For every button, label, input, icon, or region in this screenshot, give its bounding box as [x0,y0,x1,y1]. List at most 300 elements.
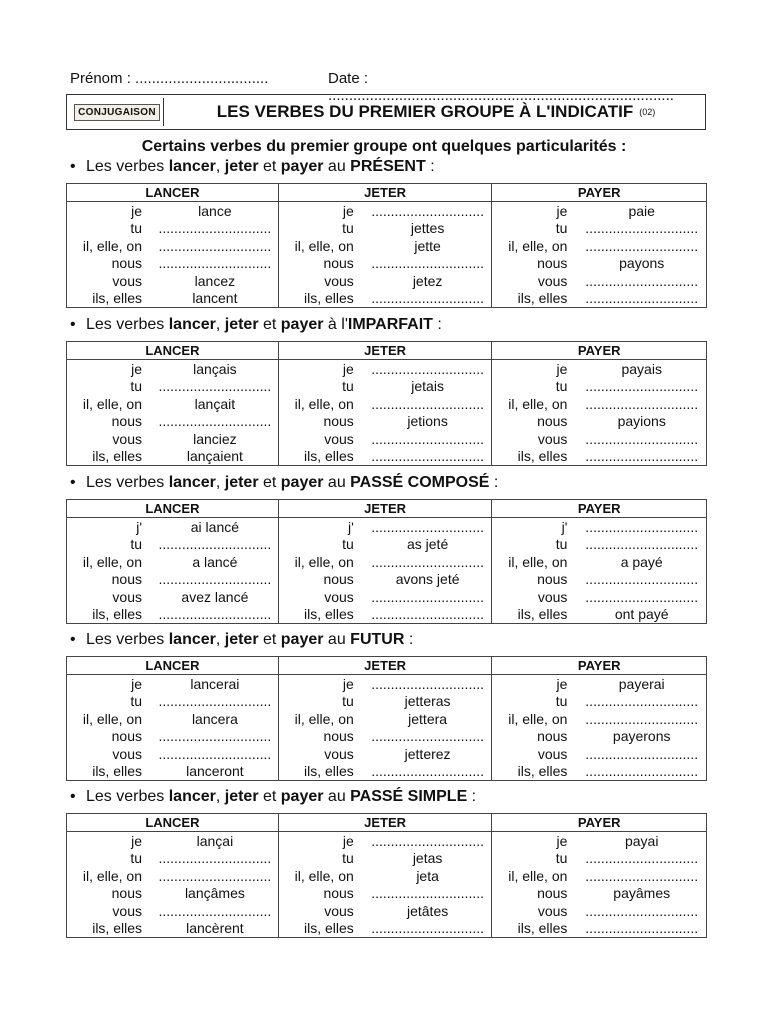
pronoun: il, elle, on [508,710,568,727]
sheet-number: (02) [639,107,656,117]
conjugation-grid [67,518,278,623]
column-header-payer: PAYER [492,814,707,832]
section-heading-1 [70,158,435,176]
answer-blank[interactable] [577,273,706,290]
pronoun: tu [342,850,354,867]
answer-blank[interactable] [577,763,706,780]
answer-blank[interactable] [152,850,278,867]
pronoun: il, elle, on [508,553,568,570]
pronoun: vous [112,588,142,605]
page-title-text: LES VERBES DU PREMIER GROUPE À L'INDICATIF [216,102,634,121]
blank-dots[interactable]: ............................. [371,676,485,692]
verb-form: jeta [416,867,439,884]
column-header-jeter: JETER [278,184,492,202]
pronoun: nous [323,728,354,745]
pronoun: ils, elles [304,289,354,306]
pronoun: tu [555,850,568,867]
column-header-jeter: JETER [278,657,492,675]
verb-form: ai lancé [190,519,240,535]
verb-form: avons jeté [395,571,460,588]
conjugation-grid [67,832,278,937]
answer-blank[interactable] [152,571,278,588]
blank-dots[interactable]: ............................. [158,378,272,395]
verb-form: jetteras [404,693,451,710]
verb-form: payons [619,255,665,272]
section-heading-4 [70,631,413,649]
heading-sep: , [215,316,225,333]
column-header-lancer: LANCER [67,814,279,832]
column-cell-lancer [67,518,279,624]
answer-blank[interactable] [577,220,706,237]
blank-dots[interactable]: ............................. [158,413,272,430]
answer-blank[interactable] [152,903,278,920]
verb-jeter: jeter [224,631,259,648]
conjugation-grid [492,518,706,623]
pronoun: je [131,361,142,377]
answer-blank[interactable] [364,920,492,937]
pronoun: je [342,203,354,219]
blank-dots[interactable]: ............................. [371,833,485,849]
verb-form: lanceront [186,762,244,779]
column-header-payer: PAYER [492,500,707,518]
pronoun: il, elle, on [508,395,568,412]
blank-dots[interactable]: ............................. [158,220,272,237]
column-header-jeter: JETER [278,500,492,518]
heading-end: : [467,788,477,805]
answer-blank[interactable] [364,361,492,378]
column-cell-jeter [278,518,492,624]
answer-blank[interactable] [364,519,492,536]
blank-dots[interactable]: ............................. [158,237,272,254]
blank-dots[interactable]: ............................. [585,710,699,727]
pronoun: ils, elles [304,762,354,779]
verb-lancer: lancer [168,474,216,491]
blank-dots[interactable]: ............................. [585,762,699,779]
pronoun: vous [324,272,354,289]
blank-dots[interactable]: ............................. [371,203,485,219]
answer-blank[interactable] [577,571,706,588]
blank-dots[interactable]: ............................. [371,762,485,779]
pronoun: nous [537,413,568,430]
blank-dots[interactable]: ............................. [158,255,272,272]
blank-dots[interactable]: ............................. [371,728,485,745]
bullet-icon: • [70,631,76,648]
table-header-row [67,342,707,360]
blank-dots[interactable]: ............................. [585,588,699,605]
pronoun: je [342,361,354,377]
pronoun: j' [348,519,354,535]
conjugation-grid [279,675,492,780]
pronoun: nous [323,413,354,430]
answer-blank[interactable] [577,290,706,307]
answer-blank[interactable] [152,255,278,272]
pronoun: ils, elles [304,605,354,622]
verb-form: payerai [618,676,665,692]
column-header-lancer: LANCER [67,500,279,518]
pronoun: il, elle, on [82,237,142,254]
answer-blank[interactable] [364,885,492,902]
answer-blank[interactable] [364,833,492,850]
pronoun: il, elle, on [294,237,354,254]
page-title [171,95,701,129]
verb-form: payai [624,833,659,849]
answer-blank[interactable] [577,693,706,710]
blank-dots[interactable]: ............................. [585,289,699,306]
conjugaison-logo [71,98,164,126]
verb-jeter: jeter [224,316,259,333]
verb-form: payâmes [613,885,671,902]
table-header-row [67,184,707,202]
blank-dots[interactable]: ............................. [371,519,485,535]
verb-form: payions [617,413,666,430]
conjugation-grid [492,832,706,937]
pronoun: il, elle, on [294,395,354,412]
pronoun: nous [323,255,354,272]
table-body-row [67,518,707,624]
blank-dots[interactable]: ............................. [585,378,699,395]
column-header-payer: PAYER [492,657,707,675]
conjugation-grid [279,518,492,623]
answer-blank[interactable] [364,290,492,307]
pronoun: vous [537,745,568,762]
pronoun: il, elle, on [294,553,354,570]
answer-blank[interactable] [577,903,706,920]
pronoun: vous [537,588,568,605]
blank-dots[interactable]: ............................. [371,289,485,306]
blank-dots[interactable]: ............................. [158,745,272,762]
blank-dots[interactable]: ............................. [371,885,485,902]
verb-form: lancez [194,272,236,289]
pronoun: tu [130,220,142,237]
date-field[interactable]: Date : ................................................................................... [328,70,674,104]
heading-mid: et [258,474,281,491]
verb-form: jette [414,237,441,254]
verb-lancer: lancer [168,631,216,648]
verb-jeter: jeter [224,788,259,805]
blank-dots[interactable]: ............................. [371,361,485,377]
blank-dots[interactable]: ............................. [371,588,485,605]
column-cell-jeter [278,202,492,308]
verb-jeter: jeter [224,474,259,491]
conjugation-grid [67,360,278,465]
pronoun: vous [112,902,142,919]
pronoun: je [131,203,142,219]
verb-form: paie [628,203,655,219]
pronoun: nous [111,255,142,272]
tense-name: PASSÉ COMPOSÉ [350,474,490,491]
column-cell-jeter [278,675,492,781]
blank-dots[interactable]: ............................. [371,255,485,272]
blank-dots[interactable]: ............................. [371,447,485,464]
pronoun: tu [342,693,354,710]
intro-text: Certains verbes du premier groupe ont quelques particularités : [141,138,627,155]
answer-blank[interactable] [152,220,278,237]
answer-blank[interactable] [152,868,278,885]
pronoun: ils, elles [517,762,568,779]
heading-mid: et [258,158,281,175]
pronoun: vous [324,902,354,919]
conjugation-grid [492,202,706,307]
answer-blank[interactable] [364,203,492,220]
blank-dots[interactable]: ............................. [585,395,699,412]
answer-blank[interactable] [364,763,492,780]
conjugation-grid [279,360,492,465]
verb-form: lance [198,203,232,219]
pronoun: vous [537,272,568,289]
conjugation-grid [67,675,278,780]
answer-blank[interactable] [364,255,492,272]
pronoun: il, elle, on [82,553,142,570]
answer-blank[interactable] [577,396,706,413]
blank-dots[interactable]: ............................. [371,605,485,622]
blank-dots[interactable]: ............................. [158,536,272,553]
pronoun: vous [112,272,142,289]
verb-form: jetas [412,850,443,867]
answer-blank[interactable] [152,413,278,430]
heading-prep: à l' [323,316,348,333]
pronoun: tu [130,536,142,553]
verb-form: a payé [620,553,663,570]
heading-sep: , [215,788,225,805]
answer-blank[interactable] [577,920,706,937]
table-body-row [67,675,707,781]
blank-dots[interactable]: ............................. [585,902,699,919]
verb-form: ont payé [614,605,669,622]
bullet-icon: • [70,788,76,805]
table-header-row [67,657,707,675]
conjugation-table-2 [66,341,707,466]
pronoun: il, elle, on [294,710,354,727]
answer-blank[interactable] [152,238,278,255]
pronoun: vous [537,902,568,919]
column-header-jeter: JETER [278,814,492,832]
pronoun: ils, elles [92,447,142,464]
pronoun: ils, elles [517,447,568,464]
answer-blank[interactable] [152,746,278,763]
blank-dots[interactable]: ............................. [585,745,699,762]
blank-dots[interactable]: ............................. [158,902,272,919]
verb-lancer: lancer [168,158,216,175]
heading-end: : [489,474,499,491]
tense-name: PASSÉ SIMPLE [350,788,468,805]
verb-form: as jeté [406,536,449,553]
pronoun: ils, elles [517,919,568,936]
verb-payer: payer [280,316,324,333]
blank-dots[interactable]: ............................. [585,693,699,710]
verb-form: lancèrent [186,919,244,936]
answer-blank[interactable] [364,431,492,448]
verb-form: avez lancé [181,588,249,605]
verb-form: jetez [412,272,443,289]
section-heading-2 [70,316,442,334]
answer-blank[interactable] [364,396,492,413]
heading-end: : [432,316,442,333]
pronoun: nous [111,728,142,745]
column-cell-lancer [67,360,279,466]
answer-blank[interactable] [577,378,706,395]
blank-dots[interactable]: ............................. [585,272,699,289]
pronoun: vous [324,430,354,447]
pronoun: nous [111,413,142,430]
answer-blank[interactable] [577,868,706,885]
column-header-jeter: JETER [278,342,492,360]
pronoun: je [131,833,142,849]
blank-dots[interactable]: ............................. [371,919,485,936]
answer-blank[interactable] [152,378,278,395]
conjugation-table-1 [66,183,707,308]
heading-prep: au [323,631,351,648]
blank-dots[interactable]: ............................. [158,693,272,710]
blank-dots[interactable]: ............................. [585,850,699,867]
verb-form: lançait [194,395,236,412]
verb-lancer: lancer [168,788,216,805]
blank-dots[interactable]: ............................. [585,867,699,884]
heading-lead: Les verbes [86,631,169,648]
verb-form: lancent [192,289,238,306]
pronoun: vous [537,430,568,447]
verb-form: lanciez [193,430,237,447]
table-body-row [67,360,707,466]
pronoun: nous [537,571,568,588]
pronoun: nous [111,571,142,588]
blank-dots[interactable]: ............................. [585,919,699,936]
answer-blank[interactable] [364,606,492,623]
conjugation-table-5 [66,813,707,938]
column-cell-jeter [278,360,492,466]
verb-form: jettes [410,220,445,237]
answer-blank[interactable] [577,238,706,255]
answer-blank[interactable] [364,728,492,745]
blank-dots[interactable]: ............................. [585,447,699,464]
answer-blank[interactable] [577,519,706,536]
blank-dots[interactable]: ............................. [371,430,485,447]
answer-blank[interactable] [577,850,706,867]
blank-dots[interactable]: ............................. [158,728,272,745]
column-cell-payer [492,202,707,308]
column-header-lancer: LANCER [67,184,279,202]
blank-dots[interactable]: ............................. [585,430,699,447]
bullet-icon: • [70,316,76,333]
pronoun: tu [342,378,354,395]
blank-dots[interactable]: ............................. [158,605,272,622]
conjugation-table-3 [66,499,707,624]
pronoun: je [131,676,142,692]
column-cell-lancer [67,675,279,781]
pronoun: nous [537,728,568,745]
pronoun: vous [324,745,354,762]
tense-name: FUTUR [350,631,405,648]
heading-end: : [404,631,414,648]
answer-blank[interactable] [577,448,706,465]
blank-dots[interactable]: ............................. [158,850,272,867]
table-header-row [67,500,707,518]
answer-blank[interactable] [364,448,492,465]
verb-payer: payer [280,158,324,175]
section-heading-3 [70,474,498,492]
heading-mid: et [258,631,281,648]
pronoun: tu [555,693,568,710]
blank-dots[interactable]: ............................. [158,867,272,884]
heading-mid: et [258,788,281,805]
pronoun: ils, elles [92,919,142,936]
answer-blank[interactable] [152,728,278,745]
verb-form: payerons [612,728,671,745]
answer-blank[interactable] [577,431,706,448]
blank-dots[interactable]: ............................. [158,571,272,588]
verb-form: jetions [407,413,448,430]
column-cell-payer [492,675,707,781]
pronoun: ils, elles [517,605,568,622]
blank-dots[interactable]: ............................. [371,553,485,570]
pronoun: tu [130,693,142,710]
pronoun: ils, elles [92,605,142,622]
section-heading-5 [70,788,476,806]
pronoun: ils, elles [517,289,568,306]
answer-blank[interactable] [577,746,706,763]
blank-dots[interactable]: ............................. [585,220,699,237]
table-header-row [67,814,707,832]
column-cell-payer [492,360,707,466]
pronoun: je [556,203,568,219]
pronoun: tu [555,220,568,237]
table-body-row [67,832,707,938]
answer-blank[interactable] [152,693,278,710]
verb-form: lançâmes [184,885,245,902]
heading-sep: , [215,474,225,491]
pronoun: il, elle, on [508,867,568,884]
blank-dots[interactable]: ............................. [585,536,699,553]
verb-form: a lancé [192,553,238,570]
verb-form: lancera [191,710,238,727]
answer-blank[interactable] [152,536,278,553]
conjugation-grid [492,675,706,780]
blank-dots[interactable]: ............................. [585,571,699,588]
heading-lead: Les verbes [86,788,169,805]
pronoun: ils, elles [92,762,142,779]
blank-dots[interactable]: ............................. [585,519,699,535]
header-line [70,70,710,104]
verb-payer: payer [280,474,324,491]
pronoun: tu [130,378,142,395]
answer-blank[interactable] [577,536,706,553]
answer-blank[interactable] [577,711,706,728]
verb-form: lançais [193,361,237,377]
heading-lead: Les verbes [86,316,169,333]
pronoun: tu [342,536,354,553]
title-box [66,94,706,130]
answer-blank[interactable] [577,589,706,606]
column-header-payer: PAYER [492,184,707,202]
prenom-field[interactable]: Prénom : ................................ [70,70,269,87]
blank-dots[interactable]: ............................. [371,395,485,412]
heading-lead: Les verbes [86,474,169,491]
column-header-lancer: LANCER [67,342,279,360]
bullet-icon: • [70,474,76,491]
conjugation-grid [279,202,492,307]
answer-blank[interactable] [364,554,492,571]
verb-form: jettera [408,710,448,727]
answer-blank[interactable] [364,589,492,606]
heading-lead: Les verbes [86,158,169,175]
bullet-icon: • [70,158,76,175]
pronoun: tu [555,536,568,553]
blank-dots[interactable]: ............................. [585,237,699,254]
table-body-row [67,202,707,308]
pronoun: je [342,676,354,692]
answer-blank[interactable] [364,676,492,693]
answer-blank[interactable] [152,606,278,623]
conjugation-grid [67,202,278,307]
